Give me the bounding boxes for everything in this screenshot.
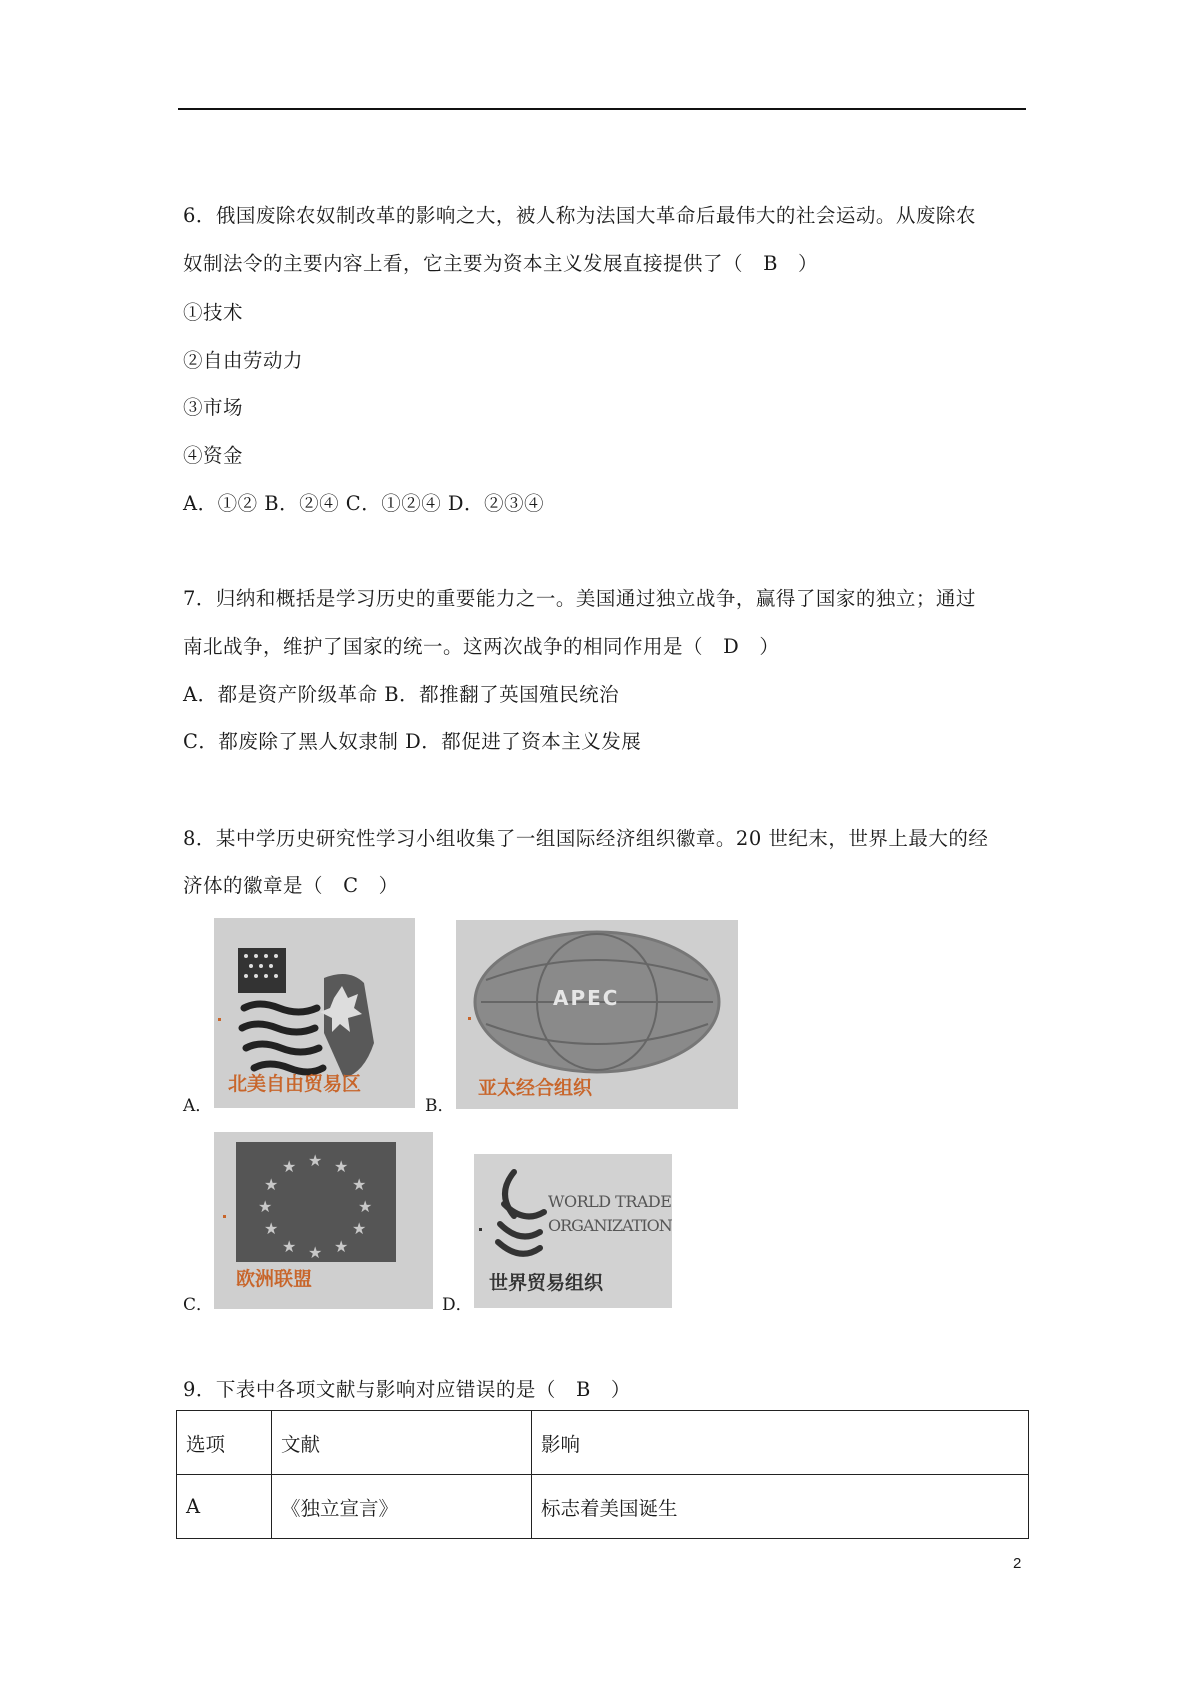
q8-option-d-label: D． <box>442 1295 473 1315</box>
svg-text:★: ★ <box>352 1219 367 1238</box>
q6-item-3: ③市场 <box>183 396 244 419</box>
q7-options-line1: A．都是资产阶级革命 B．都推翻了英国殖民统治 <box>183 683 620 706</box>
table-header-row <box>177 1411 1029 1475</box>
wto-logo-text-1: WORLD TRADE <box>548 1192 672 1211</box>
svg-text:★: ★ <box>308 1151 323 1170</box>
svg-text:★: ★ <box>264 1219 279 1238</box>
eu-caption: 欧洲联盟 <box>236 1268 313 1290</box>
marker-dot <box>468 1017 471 1020</box>
svg-text:★: ★ <box>308 1243 323 1262</box>
svg-text:★: ★ <box>258 1197 273 1216</box>
table-header-cell: 影响 <box>532 1411 1029 1475</box>
svg-text:★: ★ <box>334 1237 349 1256</box>
svg-text:★: ★ <box>282 1237 297 1256</box>
svg-text:★: ★ <box>334 1157 349 1176</box>
marker-dot <box>223 1215 226 1218</box>
nafta-caption: 北美自由贸易区 <box>228 1073 362 1095</box>
q6-item-2: ②自由劳动力 <box>183 349 304 372</box>
q6-options: A．①② B．②④ C．①②④ D．②③④ <box>183 492 545 515</box>
svg-text:★: ★ <box>358 1197 373 1216</box>
apec-emblem-image <box>456 920 738 1109</box>
q8-option-a-label: A． <box>183 1096 213 1116</box>
q6-stem-line2: 奴制法令的主要内容上看，它主要为资本主义发展直接提供了（ B ） <box>183 252 819 275</box>
q7-stem-line2: 南北战争，维护了国家的统一。这两次战争的相同作用是（ D ） <box>183 635 780 658</box>
table-cell: 标志着美国诞生 <box>532 1475 1029 1539</box>
table-row <box>177 1475 1029 1539</box>
table-header-cell: 文献 <box>272 1411 532 1475</box>
page-number: 2 <box>1013 1555 1022 1572</box>
q8-option-c-label: C． <box>183 1295 214 1315</box>
table-cell: A <box>177 1475 272 1539</box>
nafta-emblem-image <box>214 918 415 1108</box>
q8-option-b-label: B． <box>425 1096 455 1116</box>
header-rule <box>178 108 1026 110</box>
table-header-cell: 选项 <box>177 1411 272 1475</box>
q9-stem: 9．下表中各项文献与影响对应错误的是（ B ） <box>183 1378 631 1401</box>
table-cell: 《独立宣言》 <box>272 1475 532 1539</box>
q8-stem-line2: 济体的徽章是（ C ） <box>183 874 399 897</box>
wto-emblem-image <box>474 1154 672 1308</box>
svg-text:★: ★ <box>282 1157 297 1176</box>
svg-text:★: ★ <box>264 1175 279 1194</box>
q7-stem-line1: 7．归纳和概括是学习历史的重要能力之一。美国通过独立战争，赢得了国家的独立；通过 <box>183 587 976 610</box>
wto-caption: 世界贸易组织 <box>489 1272 604 1294</box>
eu-emblem-image <box>214 1132 433 1309</box>
wto-logo-text-2: ORGANIZATION <box>548 1216 672 1235</box>
marker-dot <box>479 1228 482 1231</box>
q9-table <box>176 1410 1029 1539</box>
q8-stem-line1: 8．某中学历史研究性学习小组收集了一组国际经济组织徽章。20 世纪末，世界上最大的经 <box>183 827 989 850</box>
q7-options-line2: C．都废除了黑人奴隶制 D．都促进了资本主义发展 <box>183 730 642 753</box>
apec-caption: 亚太经合组织 <box>478 1077 593 1099</box>
svg-text:★: ★ <box>352 1175 367 1194</box>
marker-dot <box>218 1018 221 1021</box>
q6-stem-line1: 6．俄国废除农奴制改革的影响之大，被人称为法国大革命后最伟大的社会运动。从废除农 <box>183 204 976 227</box>
apec-logo-text: APEC <box>553 986 620 1010</box>
q6-item-1: ①技术 <box>183 301 244 324</box>
q6-item-4: ④资金 <box>183 444 244 467</box>
